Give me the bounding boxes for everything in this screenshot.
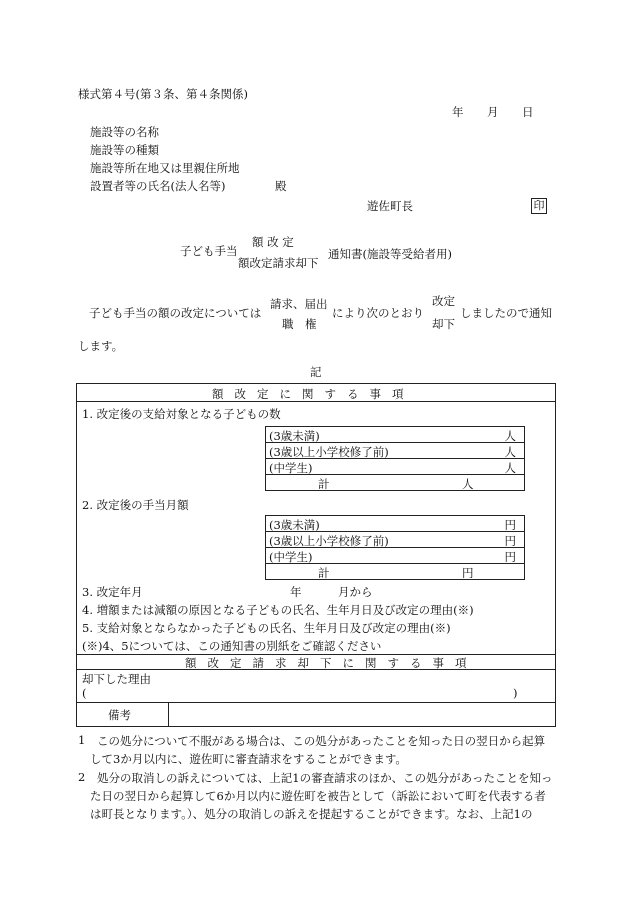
footnote-2-line: 処分の取消しの訴えについては、上記1の審査請求のほか、この処分があったことを知っ xyxy=(97,771,553,785)
children-row-label: (3歳以上小学校修了前) xyxy=(269,445,389,459)
footnote-1-number: 1 xyxy=(78,733,86,747)
amount-row-unit: 円 xyxy=(504,550,516,564)
title-option-revise: 額 改 定 xyxy=(252,235,294,249)
address-field-owner: 設置者等の氏名(法人名等) xyxy=(90,179,226,193)
title-suffix: 通知書(施設等受給者用) xyxy=(328,247,452,261)
issuer: 遊佐町長 xyxy=(367,199,413,213)
body-choice1-top: 請求、届出 xyxy=(270,297,328,311)
body-choice1-bottom: 職 権 xyxy=(282,317,317,331)
address-field-name: 施設等の名称 xyxy=(90,125,159,139)
body-part4: します。 xyxy=(78,339,124,353)
amount-row-label: (中学生) xyxy=(269,550,313,564)
remarks-label: 備考 xyxy=(108,708,131,722)
footnote-2-line: は町長となります。）、処分の取消しの訴えを提起することができます。なお、上記1の xyxy=(90,807,533,821)
children-total-unit: 人 xyxy=(462,477,474,491)
amount-row-label: (3歳未満) xyxy=(269,518,320,532)
body-part2: により次のとおり xyxy=(332,306,424,320)
title-prefix: 子ども手当 xyxy=(180,244,238,258)
body-part3: しましたので通知 xyxy=(460,306,552,320)
amount-row-label: (3歳以上小学校修了前) xyxy=(269,534,389,548)
date-year: 年 xyxy=(452,105,464,119)
section1-header: 額改定に関する事項 xyxy=(212,387,415,401)
children-row-unit: 人 xyxy=(504,429,516,443)
address-field-location: 施設等所在地又は里親住所地 xyxy=(90,161,240,175)
item3-month: 月から xyxy=(338,585,373,599)
children-row-label: (3歳未満) xyxy=(269,429,320,443)
body-choice2-top: 改定 xyxy=(432,294,455,308)
footnote-1-line: この処分について不服がある場合は、この処分があったことを知った日の翌日から起算 xyxy=(97,734,546,748)
item5-label: 5. 支給対象とならなかった子どもの氏名、生年月日及び改定の理由(※) xyxy=(82,621,451,635)
children-row-label: (中学生) xyxy=(269,461,313,475)
reject-reason-label: 却下した理由 xyxy=(82,672,151,686)
ki-label: 記 xyxy=(310,365,322,379)
item1-label: 1. 改定後の支給対象となる子どもの数 xyxy=(82,407,281,421)
form-id: 様式第４号(第３条、第４条関係) xyxy=(78,87,248,101)
body-part1: 子ども手当の額の改定については xyxy=(89,306,262,320)
footnote-2-line: た日の翌日から起算して6か月以内に遊佐町を被告として（訴訟において町を代表する者 xyxy=(90,789,546,803)
item3-label: 3. 改定年月 xyxy=(82,585,143,599)
address-field-type: 施設等の種類 xyxy=(90,143,159,157)
monthly-amount-table xyxy=(265,515,525,580)
seal-icon: 印 xyxy=(531,198,547,214)
item4-label: 4. 増額または減額の原因となる子どもの氏名、生年月日及び改定の理由(※) xyxy=(82,603,474,617)
item3-year: 年 xyxy=(290,585,302,599)
section1-note: (※)4、5については、この通知書の別紙をご確認ください xyxy=(82,639,382,653)
item2-label: 2. 改定後の手当月額 xyxy=(82,498,189,512)
amount-row-unit: 円 xyxy=(504,518,516,532)
title-option-reject: 額改定請求却下 xyxy=(238,256,319,270)
reject-reason-open: ( xyxy=(82,686,87,700)
children-row-unit: 人 xyxy=(504,445,516,459)
children-count-table xyxy=(265,426,525,491)
section2-header: 額改定請求却下に関する事項 xyxy=(185,656,478,670)
children-row-unit: 人 xyxy=(504,461,516,475)
amount-total-unit: 円 xyxy=(462,566,474,580)
honorific: 殿 xyxy=(275,179,287,193)
date-month: 月 xyxy=(487,105,499,119)
amount-total-label: 計 xyxy=(318,566,330,580)
body-choice2-bottom: 却下 xyxy=(432,317,455,331)
footnote-2-number: 2 xyxy=(78,770,86,784)
amount-row-unit: 円 xyxy=(504,534,516,548)
footnote-1-line: して3か月以内に、遊佐町に審査請求をすることができます。 xyxy=(90,752,407,766)
children-total-label: 計 xyxy=(318,477,330,491)
date-day: 日 xyxy=(522,105,534,119)
reject-reason-close: ) xyxy=(513,686,518,700)
